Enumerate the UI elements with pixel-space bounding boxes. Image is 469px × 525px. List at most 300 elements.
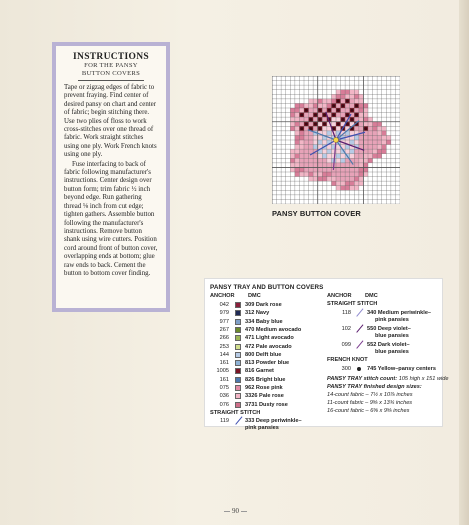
stitch-dot xyxy=(332,113,335,116)
key-title: PANSY TRAY AND BUTTON COVERS xyxy=(210,284,324,291)
stitch-cell xyxy=(354,158,359,163)
stitch-cell xyxy=(304,172,309,177)
stitch-cell xyxy=(327,149,332,154)
stitch-cell xyxy=(299,158,304,163)
stitch-cell xyxy=(295,113,300,118)
stitch-cell xyxy=(318,172,323,177)
stitch-cell xyxy=(350,99,355,104)
key-anchor: 161 xyxy=(219,376,229,383)
stitch-cell xyxy=(318,167,323,172)
stitch-cell xyxy=(377,154,382,159)
stitch-cell xyxy=(359,181,364,186)
chart-grid xyxy=(272,76,400,204)
stitch-dot xyxy=(332,104,335,107)
left-straight-stitch-heading: STRAIGHT STITCH xyxy=(210,410,261,416)
stitch-cell xyxy=(309,122,314,127)
stitch-cell xyxy=(313,177,318,182)
key-label: 472 Pale avocado xyxy=(245,343,292,350)
stitch-cell xyxy=(377,140,382,145)
tray-count-label: PANSY TRAY stitch count: xyxy=(327,376,398,382)
key-row xyxy=(211,301,321,309)
size-line-3: 16-count fabric – 6⅝ x 9⅝ inches xyxy=(327,408,410,414)
stitch-cell xyxy=(304,140,309,145)
stitch-cell xyxy=(336,177,341,182)
stitch-cell xyxy=(350,177,355,182)
stitch-cell xyxy=(299,145,304,150)
instructions-subtitle-1: FOR THE PANSY xyxy=(84,62,138,69)
stitch-dot xyxy=(300,113,303,116)
stitch-cell xyxy=(359,140,364,145)
stitch-cell xyxy=(309,163,314,168)
key-symbol-swatch xyxy=(235,393,241,399)
stitch-cell xyxy=(309,158,314,163)
stitch-cell xyxy=(290,163,295,168)
stitch-cell xyxy=(309,135,314,140)
key-symbol-swatch xyxy=(235,368,241,374)
stitch-cell xyxy=(373,126,378,131)
stitch-cell xyxy=(345,90,350,95)
stitch-row-cont xyxy=(375,332,409,340)
page-number: 90 xyxy=(222,507,249,515)
stitch-cell xyxy=(322,149,327,154)
key-anchor: 253 xyxy=(219,343,229,350)
key-symbol-swatch xyxy=(235,402,241,408)
stitch-cell xyxy=(359,158,364,163)
stitch-cell xyxy=(373,131,378,136)
stitch-cell xyxy=(299,108,304,113)
stitch-cell xyxy=(382,145,387,150)
stitch-cell xyxy=(336,117,341,122)
stitch-dot xyxy=(346,113,349,116)
stitch-cell xyxy=(299,140,304,145)
key-label: 471 Light avocado xyxy=(245,335,294,342)
stitch-cell xyxy=(341,167,346,172)
stitch-cell xyxy=(313,140,318,145)
stitch-cell xyxy=(382,126,387,131)
stitch-cell xyxy=(331,122,336,127)
stitch-cell xyxy=(368,135,373,140)
stitch-cell xyxy=(350,154,355,159)
stitch-label: 550 Deep violet– xyxy=(367,326,411,332)
key-anchor: 977 xyxy=(219,318,229,325)
stitch-cell xyxy=(341,90,346,95)
stitch-cell xyxy=(299,163,304,168)
stitch-cell xyxy=(336,103,341,108)
key-symbol-swatch xyxy=(235,310,241,316)
stitch-cell xyxy=(295,140,300,145)
key-anchor: 144 xyxy=(219,351,229,358)
stitch-cell xyxy=(304,158,309,163)
left-stitch-row-cont xyxy=(245,424,279,432)
stitch-cell xyxy=(359,135,364,140)
stitch-cell xyxy=(290,149,295,154)
stitch-label: 340 Medium periwinkle– xyxy=(367,310,432,316)
stitch-cell xyxy=(327,154,332,159)
stitch-cell xyxy=(341,186,346,191)
stitch-cell xyxy=(295,149,300,154)
stitch-dot xyxy=(355,104,358,107)
left-header-dmc: DMC xyxy=(248,293,261,299)
stitch-cell xyxy=(304,131,309,136)
stitch-cell xyxy=(341,154,346,159)
stitch-dot xyxy=(305,123,308,126)
tray-size-heading: PANSY TRAY finished design sizes: xyxy=(327,384,422,390)
key-symbol-swatch xyxy=(235,360,241,366)
stitch-cell xyxy=(304,113,309,118)
instructions-paragraph-1: Tape or zigzag edges of fabric to prevent fraying. Find center of desired pansy on chart and center of fabric; begin stitching there. Use two plies of floss to work cross-stitches over one thread of fabric. Work straight stitches using one ply. Work French knots using one ply. xyxy=(64,84,157,159)
stitch-cell xyxy=(313,126,318,131)
stitch-cell xyxy=(309,177,314,182)
stitch-cell xyxy=(318,99,323,104)
stitch-cell xyxy=(304,103,309,108)
stitch-cell xyxy=(350,172,355,177)
stitch-cell xyxy=(318,154,323,159)
key-row xyxy=(211,384,321,392)
stitch-dot xyxy=(314,113,317,116)
stitch-cell xyxy=(309,172,314,177)
stitch-cell xyxy=(341,158,346,163)
straight-stitch-swatch xyxy=(356,308,363,317)
stitch-cell xyxy=(341,172,346,177)
stitch-cell xyxy=(354,108,359,113)
key-symbol-swatch xyxy=(235,344,241,350)
stitch-cell xyxy=(354,181,359,186)
stitch-cell xyxy=(359,172,364,177)
stitch-label-cont: pink pansies xyxy=(375,317,409,323)
stitch-cell xyxy=(295,154,300,159)
stitch-cell xyxy=(322,158,327,163)
stitch-cell xyxy=(295,126,300,131)
stitch-cell xyxy=(318,177,323,182)
stitch-cell xyxy=(309,140,314,145)
stitch-cell xyxy=(354,94,359,99)
stitch-cell xyxy=(318,140,323,145)
stitch-dot xyxy=(337,109,340,112)
stitch-cell xyxy=(322,177,327,182)
stitch-cell xyxy=(322,117,327,122)
stitch-cell xyxy=(331,108,336,113)
instructions-box xyxy=(52,42,170,312)
key-row xyxy=(211,334,321,342)
stitch-label-cont: blue pansies xyxy=(375,349,409,355)
stitch-cell xyxy=(359,126,364,131)
stitch-cell xyxy=(368,131,373,136)
key-anchor: 036 xyxy=(219,393,229,400)
stitch-cell xyxy=(354,135,359,140)
key-label: 334 Baby blue xyxy=(245,318,283,325)
stitch-dot xyxy=(319,118,322,121)
french-knot-heading: FRENCH KNOT xyxy=(327,357,368,363)
stitch-cell xyxy=(363,135,368,140)
key-label: 813 Powder blue xyxy=(245,360,290,367)
stitch-cell xyxy=(299,172,304,177)
straight-stitch-swatch xyxy=(235,416,242,425)
stitch-cell xyxy=(350,94,355,99)
french-knot xyxy=(334,138,339,143)
stitch-cell xyxy=(345,177,350,182)
instructions-paragraph-2: Fuse interfacing to back of fabric following manufacturer's instructions. Center design over button form; trim fabric ½ inch beyond edge. Run gathering thread ⅛ inch from cut edge; tighten gathers. Assemble button following the manufacturer's instructions. Remove button shank using wire cutters. Position cord around front of button cover, overlapping ends at bottom; glue raw ends to back. Cement the button to bottom cover finding. xyxy=(64,160,158,277)
stitch-cell xyxy=(309,167,314,172)
key-anchor: 1005 xyxy=(216,368,229,375)
stitch-cell xyxy=(295,131,300,136)
stitch-cell xyxy=(354,140,359,145)
stitch-cell xyxy=(295,103,300,108)
stitch-cell xyxy=(318,122,323,127)
stitch-cell xyxy=(386,135,391,140)
stitch-cell xyxy=(350,186,355,191)
stitch-cell xyxy=(345,163,350,168)
left-key-rows xyxy=(211,301,321,411)
stitch-cell xyxy=(382,149,387,154)
stitch-dot xyxy=(351,109,354,112)
stitch-cell xyxy=(350,149,355,154)
stitch-cell xyxy=(336,113,341,118)
stitch-cell xyxy=(309,145,314,150)
stitch-cell xyxy=(373,145,378,150)
stitch-cell xyxy=(377,135,382,140)
stitch-cell xyxy=(299,117,304,122)
stitch-cell xyxy=(290,108,295,113)
key-anchor: 979 xyxy=(219,310,229,317)
stitch-cell xyxy=(304,163,309,168)
stitch-cell xyxy=(318,113,323,118)
key-label: 800 Delft blue xyxy=(245,351,282,358)
stitch-cell xyxy=(336,186,341,191)
stitch-cell xyxy=(327,99,332,104)
stitch-label-cont: blue pansies xyxy=(375,333,409,339)
chart-caption: PANSY BUTTON COVER xyxy=(272,209,361,218)
stitch-cell xyxy=(350,90,355,95)
stitch-cell xyxy=(354,154,359,159)
stitch-cell xyxy=(363,113,368,118)
stitch-cell xyxy=(309,99,314,104)
stitch-dot xyxy=(319,127,322,130)
stitch-cell xyxy=(290,122,295,127)
stitch-cell xyxy=(363,140,368,145)
stitch-cell xyxy=(331,94,336,99)
stitch-cell xyxy=(359,103,364,108)
stitch-cell xyxy=(327,158,332,163)
key-row xyxy=(211,351,321,359)
instructions-title: INSTRUCTIONS xyxy=(73,52,149,62)
stitch-row-cont xyxy=(375,348,409,356)
stitch-cell xyxy=(336,181,341,186)
straight-stitch-swatch xyxy=(356,324,363,333)
stitch-cell xyxy=(322,140,327,145)
stitch-cell xyxy=(290,126,295,131)
stitch-cell xyxy=(354,167,359,172)
french-knot-swatch xyxy=(357,367,361,371)
stitch-cell xyxy=(341,99,346,104)
stitch-cell xyxy=(322,172,327,177)
stitch-cell xyxy=(345,103,350,108)
stitch-dot xyxy=(323,123,326,126)
stitch-cell xyxy=(354,163,359,168)
stitch-cell xyxy=(368,145,373,150)
key-row xyxy=(211,343,321,351)
stitch-cell xyxy=(327,177,332,182)
right-straight-stitch-heading: STRAIGHT STITCH xyxy=(327,301,378,307)
stitch-cell xyxy=(336,94,341,99)
stitch-cell xyxy=(336,167,341,172)
stitch-cell xyxy=(345,94,350,99)
stitch-cell xyxy=(304,145,309,150)
stitch-anchor: 118 xyxy=(342,310,351,316)
stitch-cell xyxy=(336,149,341,154)
stitch-dot xyxy=(323,113,326,116)
stitch-cell xyxy=(359,117,364,122)
stitch-cell xyxy=(336,90,341,95)
stitch-cell xyxy=(327,163,332,168)
stitch-cell xyxy=(350,140,355,145)
key-row xyxy=(211,359,321,367)
stitch-cell xyxy=(363,122,368,127)
key-symbol-swatch xyxy=(235,377,241,383)
stitch-cell xyxy=(299,167,304,172)
color-key xyxy=(204,278,449,431)
key-row xyxy=(211,392,321,400)
right-header-dmc: DMC xyxy=(365,293,378,299)
key-row xyxy=(211,367,321,375)
stitch-cell xyxy=(304,117,309,122)
stitch-cell xyxy=(363,108,368,113)
french-label: 745 Yellow–pansy centers xyxy=(367,366,436,372)
stitch-dot xyxy=(337,123,340,126)
stitch-label: 552 Dark violet– xyxy=(367,342,410,348)
stitch-cell xyxy=(354,177,359,182)
stitch-cell xyxy=(313,99,318,104)
stitch-cell xyxy=(313,172,318,177)
stitch-cell xyxy=(299,122,304,127)
stitch-cell xyxy=(373,122,378,127)
stitch-cell xyxy=(368,149,373,154)
stitch-cell xyxy=(341,177,346,182)
stitch-dot xyxy=(309,118,312,121)
stitch-cell xyxy=(341,113,346,118)
stitch-cell xyxy=(331,177,336,182)
stitch-cell xyxy=(309,103,314,108)
stitch-cell xyxy=(350,167,355,172)
stitch-anchor: 099 xyxy=(341,342,351,348)
stitch-cell xyxy=(350,103,355,108)
stitch-cell xyxy=(341,163,346,168)
key-label: 826 Bright blue xyxy=(245,376,286,383)
stitch-cell xyxy=(359,177,364,182)
stitch-cell xyxy=(350,181,355,186)
stitch-cell xyxy=(354,172,359,177)
stitch-cell xyxy=(373,149,378,154)
stitch-cell xyxy=(290,113,295,118)
stitch-cell xyxy=(341,94,346,99)
stitch-dot xyxy=(341,104,344,107)
stitch-cell xyxy=(295,145,300,150)
stitch-cell xyxy=(345,167,350,172)
stitch-cell xyxy=(313,103,318,108)
stitch-dot xyxy=(314,123,317,126)
stitch-cell xyxy=(336,126,341,131)
stitch-cell xyxy=(377,149,382,154)
tray-stitch-count xyxy=(327,376,448,382)
stitch-cell xyxy=(373,135,378,140)
stitch-dot xyxy=(319,109,322,112)
key-symbol-swatch xyxy=(235,385,241,391)
stitch-cell xyxy=(368,117,373,122)
stitch-cell xyxy=(313,145,318,150)
stitch-cell xyxy=(363,103,368,108)
stitch-cell xyxy=(368,122,373,127)
stitch-anchor: 102 xyxy=(341,326,351,332)
stitch-dot xyxy=(364,127,367,130)
key-symbol-swatch xyxy=(235,335,241,341)
key-label: 312 Navy xyxy=(245,310,270,317)
stitch-cell xyxy=(295,167,300,172)
stitch-cell xyxy=(345,181,350,186)
stitch-cell xyxy=(304,154,309,159)
pansy-chart xyxy=(272,76,400,204)
stitch-cell xyxy=(368,126,373,131)
left-stitch-label: 333 Deep periwinkle– xyxy=(245,418,302,424)
stitch-cell xyxy=(359,122,364,127)
stitch-cell xyxy=(341,181,346,186)
stitch-cell xyxy=(327,172,332,177)
stitch-cell xyxy=(313,154,318,159)
stitch-cell xyxy=(327,131,332,136)
key-symbol-swatch xyxy=(235,319,241,325)
stitch-cell xyxy=(295,135,300,140)
stitch-cell xyxy=(363,163,368,168)
key-row xyxy=(211,401,321,409)
stitch-cell xyxy=(313,167,318,172)
key-label: 962 Rose pink xyxy=(245,385,283,391)
left-stitch-anchor: 119 xyxy=(220,418,229,424)
stitch-cell xyxy=(359,113,364,118)
stitch-cell xyxy=(359,94,364,99)
stitch-cell xyxy=(359,167,364,172)
stitch-cell xyxy=(373,154,378,159)
key-label: 3731 Dusty rose xyxy=(245,401,288,408)
stitch-cell xyxy=(313,163,318,168)
stitch-cell xyxy=(336,163,341,168)
stitch-cell xyxy=(309,113,314,118)
stitch-cell xyxy=(386,140,391,145)
instructions-subtitle-2: BUTTON COVERS xyxy=(81,70,141,77)
stitch-cell xyxy=(331,99,336,104)
stitch-cell xyxy=(322,167,327,172)
stitch-cell xyxy=(304,149,309,154)
key-anchor: 076 xyxy=(219,401,229,408)
stitch-cell xyxy=(299,149,304,154)
stitch-cell xyxy=(290,154,295,159)
stitch-cell xyxy=(336,172,341,177)
stitch-cell xyxy=(295,122,300,127)
stitch-cell xyxy=(359,108,364,113)
subtitle-rule xyxy=(78,80,144,81)
stitch-cell xyxy=(382,135,387,140)
stitch-cell xyxy=(363,172,368,177)
stitch-cell xyxy=(368,140,373,145)
key-anchor: 075 xyxy=(219,385,229,391)
stitch-dot xyxy=(337,100,340,103)
stitch-cell xyxy=(359,154,364,159)
stitch-cell xyxy=(313,117,318,122)
stitch-cell xyxy=(363,158,368,163)
stitch-cell xyxy=(331,172,336,177)
stitch-cell xyxy=(363,131,368,136)
stitch-cell xyxy=(336,154,341,159)
left-stitch-label-cont: pink pansies xyxy=(245,425,279,431)
stitch-cell xyxy=(377,122,382,127)
stitch-cell xyxy=(363,154,368,159)
